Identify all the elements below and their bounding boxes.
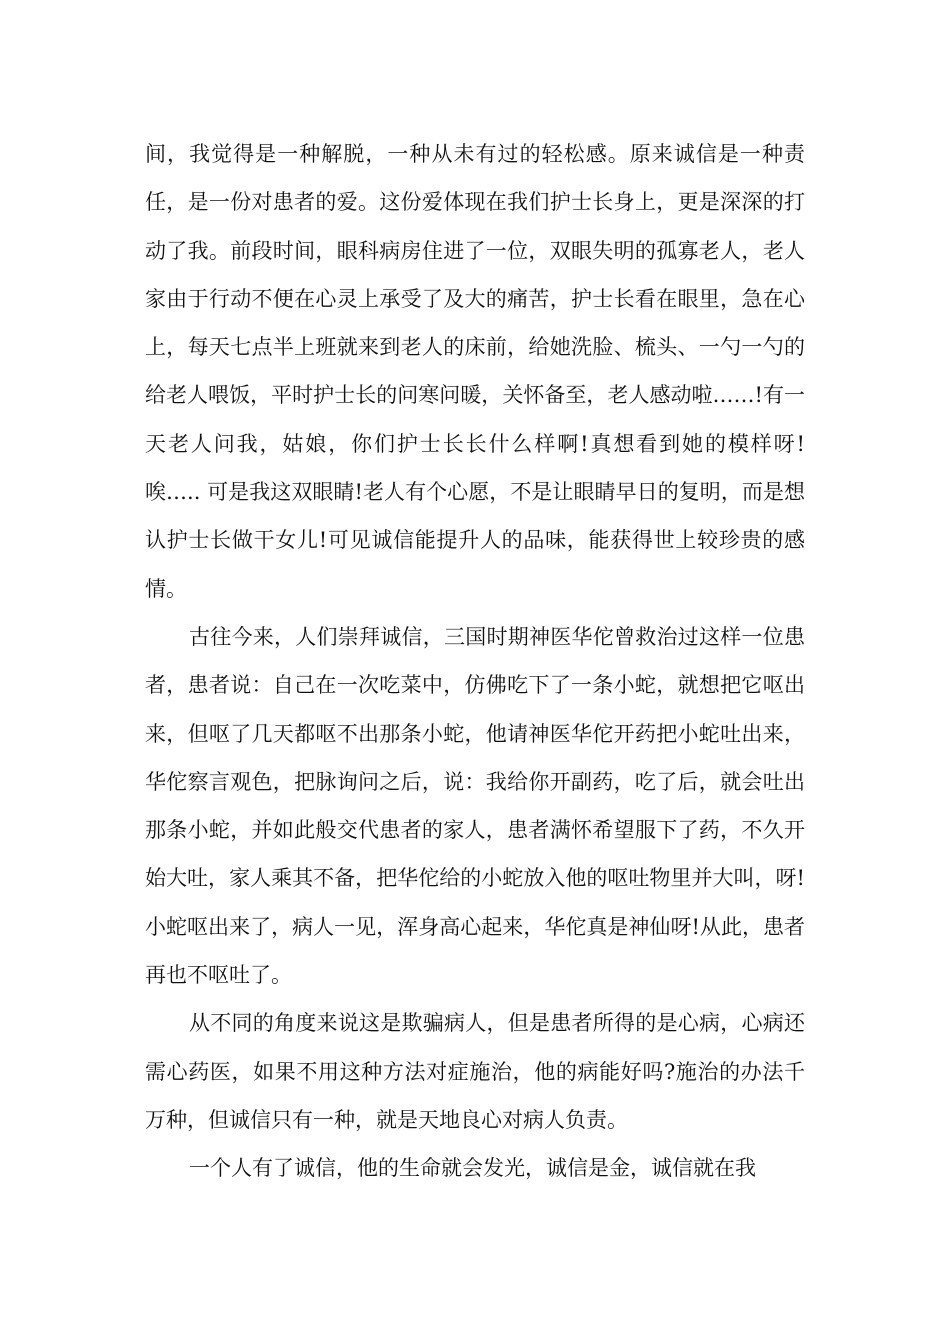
document-body <box>145 130 805 1193</box>
paragraph-continued: 间，我觉得是一种解脱，一种从未有过的轻松感。原来诚信是一种责任，是一份对患者的爱。这份爱体现在我们护士长身上，更是深深的打动了我。前段时间，眼科病房住进了一位，双眼失明的孤寡老人，老人家由于行动不便在心灵上承受了及大的痛苦，护士长看在眼里，急在心上，每天七点半上班就来到老人的床前，给她洗脸、梳头、一勺一勺的给老人喂饭，平时护士长的问寒问暖，关怀备至，老人感动啦……!有一天老人问我，姑娘，你们护士长长什么样啊!真想看到她的模样呀!唉….. 可是我这双眼睛!老人有个心愿，不是让眼睛早日的复明，而是想认护士长做干女儿!可见诚信能提升人的品味，能获得世上较珍贵的感情。 <box>145 142 805 601</box>
paragraph-closing: 一个人有了诚信，他的生命就会发光，诚信是金，诚信就在我 <box>189 1156 756 1181</box>
paragraph-huatuo-story: 古往今来，人们崇拜诚信，三国时期神医华佗曾救治过这样一位患者，患者说：自己在一次吃菜中，仿佛吃下了一条小蛇，就想把它呕出来，但呕了几天都呕不出那条小蛇，他请神医华佗开药把小蛇吐出来，华佗察言观色，把脉询问之后，说：我给你开副药，吃了后，就会吐出那条小蛇，并如此般交代患者的家人，患者满怀希望服下了药，不久开始大吐，家人乘其不备，把华佗给的小蛇放入他的呕吐物里并大叫，呀!小蛇呕出来了，病人一见，浑身高心起来，华佗真是神仙呀!从此，患者再也不呕吐了。 <box>145 624 805 988</box>
paragraph-reflection: 从不同的角度来说这是欺骗病人，但是患者所得的是心病，心病还需心药医，如果不用这种方法对症施治，他的病能好吗?施治的办法千万种，但诚信只有一种，就是天地良心对病人负责。 <box>145 1011 805 1132</box>
